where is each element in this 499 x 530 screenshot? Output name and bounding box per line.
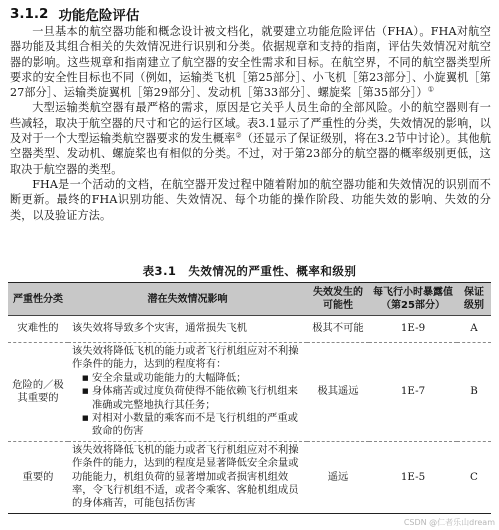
header-effect: 潜在失效情况影响 [68, 283, 307, 316]
effect-cell: 该失效将降低飞机的能力或者飞行机组应对不利操作条件的能力，达到的程度将有： ■ 安全余量或功能能力的大幅降低； ■ 身体痛苦或过度负荷使得不能依赖飞行机组来准确或完整地执行其任务； ■ 对相对小数量的乘客而不是飞行机组的严重或致命的伤害 [68, 343, 307, 442]
effect-bullet-list [72, 372, 303, 439]
paragraph: 大型运输类航空器有最严格的需求，原因是它关乎人员生命的全部风险。小的航空器则有一些减轻，取决于航空器的尺寸和它的运行区域。表3.1显示了严重性的分类，失效情况的影响，以及对于一个大型运输类航空器要求的发生概率②（还显示了保证级别，将在3.2节中讨论）。其他航空器类型、发动机、螺旋桨也有相似的分类。不过，对于第23部分的航空器的概率级别更低，这取决于航空器的类型。 [10, 101, 491, 176]
table-row [8, 316, 491, 343]
table-row [8, 343, 491, 442]
table-header-row [8, 283, 491, 316]
section-title: 功能危险评估 [58, 8, 140, 24]
watermark: CSDN @仁者乐山dream [403, 518, 495, 527]
effect-cell: 该失效将降低飞机的能力或者飞行机组应对不利操作条件的能力，达到的程度是显著降低安全余量或功能能力，机组负荷的显著增加或者损害机组效率，令飞行机组不适，或者令乘客、客舱机组成员的身体痛苦，可能包括伤害 [68, 441, 307, 513]
header-exposure: 每飞行小时暴露值（第25部分） [369, 283, 457, 316]
severity-cell: 灾难性的 [8, 316, 68, 343]
level-cell: C [457, 441, 491, 513]
footnote-mark[interactable]: ① [427, 85, 435, 94]
paragraph: 一旦基本的航空器功能和概念设计被文档化，就要建立功能危险评估（FHA）。FHA对航空器功能及其组合相关的失效情况进行识别和分类。依据规章和支持的指南，评估失效情况对航空器的影响。这些规章和指南建立了航空器的安全性需求和目标。在航空界，不同的航空器类型所要求的安全性目标也不同（例如，运输类飞机［第25部分］、小飞机［第23部分］、小旋翼机［第27部分］、运输类旋翼机［第29部分］、发动机［第33部分］、螺旋桨［第35部分］）① [10, 25, 491, 100]
header-likelihood: 失效发生的可能性 [307, 283, 369, 316]
header-severity: 严重性分类 [8, 283, 68, 316]
list-item: ■ 对相对小数量的乘客而不是飞行机组的严重或致命的伤害 [82, 412, 303, 439]
severity-cell: 重要的 [8, 441, 68, 513]
section-number: 3.1.2 [10, 6, 49, 22]
level-cell: B [457, 343, 491, 442]
severity-cell: 危险的／极其重要的 [8, 343, 68, 442]
section-heading [10, 4, 139, 24]
list-item: ■ 身体痛苦或过度负荷使得不能依赖飞行机组来准确或完整地执行其任务； [82, 385, 303, 412]
table-row [8, 441, 491, 513]
paragraph: FHA是一个活动的文档，在航空器开发过程中随着附加的航空器功能和失效情况的识别而不断更新。最终的FHA识别功能、失效情况、每个功能的操作阶段、功能失效的影响、失效的分类，以及验证方法。 [10, 177, 491, 222]
likelihood-cell: 极其不可能 [307, 316, 369, 343]
likelihood-cell: 极其遥远 [307, 343, 369, 442]
table-caption: 表3.1 失效情况的严重性、概率和级别 [142, 264, 357, 278]
exposure-cell: 1E-5 [369, 441, 457, 513]
effect-cell: 该失效将导致多个灾害，通常损失飞机 [68, 316, 307, 343]
likelihood-cell: 遥远 [307, 441, 369, 513]
body-text [10, 24, 491, 223]
severity-table [8, 282, 491, 514]
footnote-mark[interactable]: ② [235, 131, 242, 140]
exposure-cell: 1E-7 [369, 343, 457, 442]
exposure-cell: 1E-9 [369, 316, 457, 343]
header-level: 保证级别 [457, 283, 491, 316]
list-item: ■ 安全余量或功能能力的大幅降低； [82, 372, 303, 385]
level-cell: A [457, 316, 491, 343]
